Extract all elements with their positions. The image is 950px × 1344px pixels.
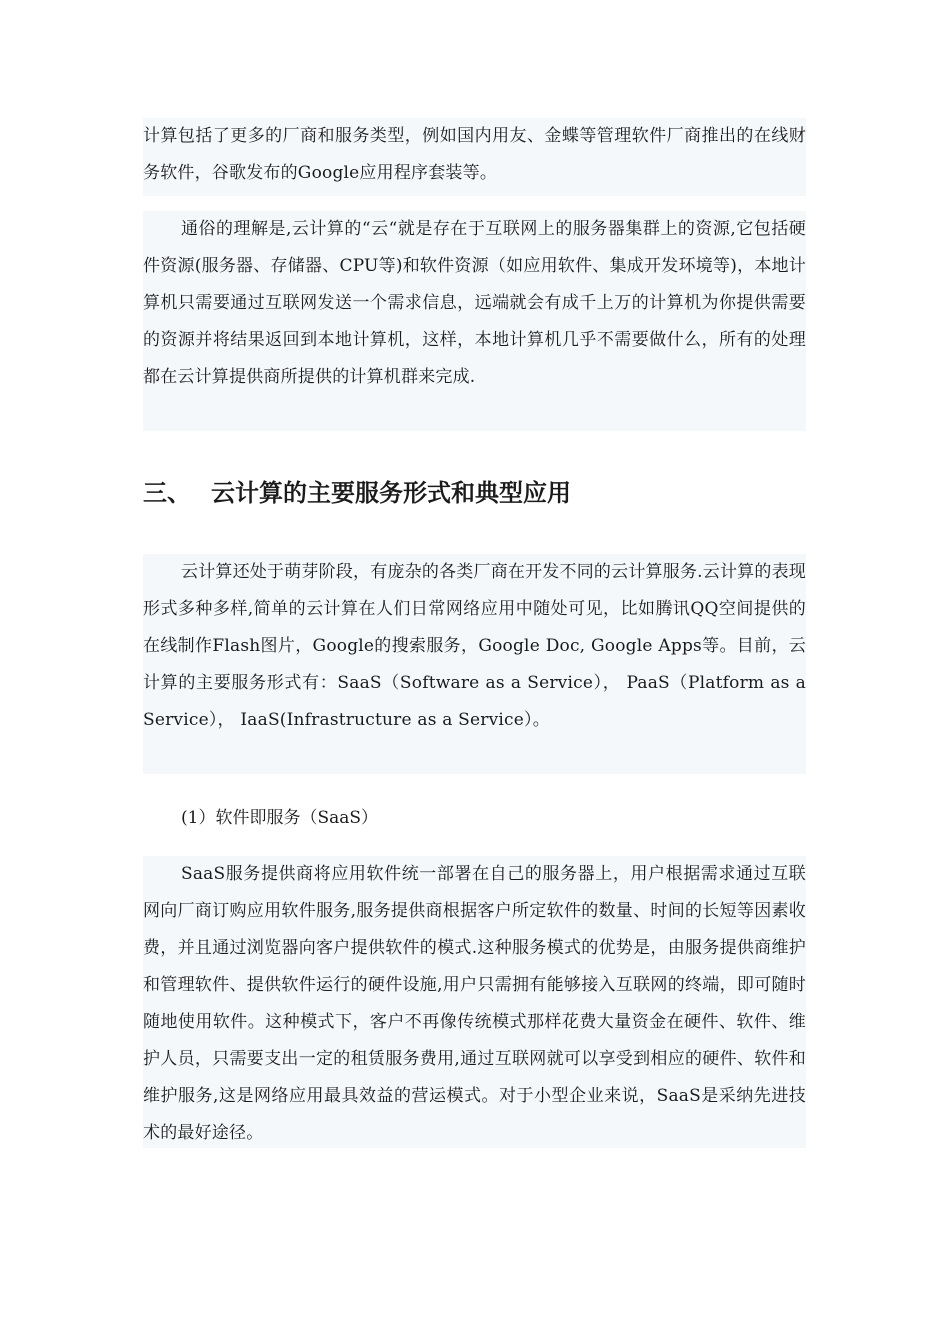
paragraph-4: SaaS服务提供商将应用软件统一部署在自己的服务器上，用户根据需求通过互联网向厂商订购应用软件服务,服务提供商根据客户所定软件的数量、时间的长短等因素收费，并且通过浏览器向客户提供软件的模式.这种服务模式的优势是，由服务提供商维护和管理软件、提供软件运行的硬件设施,用户只需拥有能够接入互联网的终端，即可随时随地使用软件。这种模式下，客户不再像传统模式那样花费大量资金在硬件、软件、维护人员，只需要支出一定的租赁服务费用,通过互联网就可以享受到相应的硬件、软件和维护服务,这是网络应用最具效益的营运模式。对于小型企业来说，SaaS是采纳先进技术的最好途径。 bbox=[143, 864, 806, 1143]
paragraph-block-4 bbox=[143, 856, 806, 1148]
paragraph-1: 计算包括了更多的厂商和服务类型，例如国内用友、金蝶等管理软件厂商推出的在线财务软件，谷歌发布的Google应用程序套装等。 bbox=[143, 126, 806, 183]
section-number: 三、 bbox=[143, 479, 191, 507]
paragraph-2: 通俗的理解是,云计算的“云“就是存在于互联网上的服务器集群上的资源,它包括硬件资源(服务器、存储器、CPU等)和软件资源（如应用软件、集成开发环境等)，本地计算机只需要通过互联网发送一个需求信息，远端就会有成千上万的计算机为你提供需要的资源并将结果返回到本地计算机，这样，本地计算机几乎不需要做什么，所有的处理都在云计算提供商所提供的计算机群来完成. bbox=[143, 219, 806, 387]
paragraph-3: 云计算还处于萌芽阶段，有庞杂的各类厂商在开发不同的云计算服务.云计算的表现形式多种多样,简单的云计算在人们日常网络应用中随处可见，比如腾讯QQ空间提供的在线制作Flash图片，Google的搜索服务，Google Doc, Google Apps等。目前，云计算的主要服务形式有：SaaS（Software as a Service）， PaaS（Platform as a Service）， IaaS(Infrastructure as a Service）。 bbox=[143, 562, 806, 730]
subsection-title: (1）软件即服务（SaaS） bbox=[181, 808, 379, 828]
paragraph-block-2 bbox=[143, 211, 806, 431]
paragraph-block-3 bbox=[143, 554, 806, 774]
section-heading bbox=[143, 473, 806, 513]
section-title: 云计算的主要服务形式和典型应用 bbox=[211, 479, 571, 507]
paragraph-block-1 bbox=[143, 118, 806, 196]
